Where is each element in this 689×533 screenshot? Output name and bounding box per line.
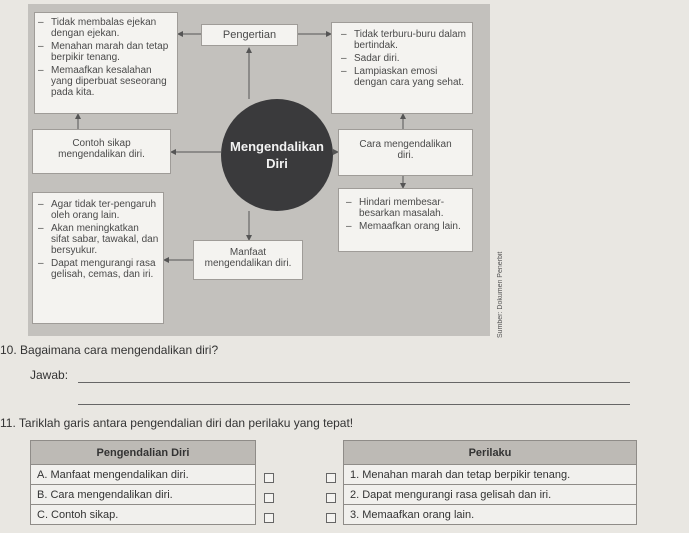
answer-label: Jawab: <box>30 368 69 382</box>
box-contoh-sikap <box>32 129 171 174</box>
pengertian-label: Pengertian <box>222 29 277 41</box>
contoh-label: Contoh sikap mengendalikan diri. <box>58 138 145 160</box>
manfaat-label: Manfaat mengendalikan diri. <box>204 247 292 269</box>
pengertian-right-item: – Lampiaskan emosi dengan cara yang sehat. <box>340 66 468 88</box>
left-row-c: C. Contoh sikap. <box>31 505 256 525</box>
cara-item: – Hindari membesar-besarkan masalah. <box>345 197 468 219</box>
cara-item: – Memaafkan orang lain. <box>345 221 468 232</box>
right-row-2: 2. Dapat mengurangi rasa gelisah dan iri. <box>344 485 637 505</box>
pengertian-left-item: – Memaafkan kesalahan yang diperbuat seseorang pada kita. <box>37 65 173 98</box>
box-pengertian-left <box>34 12 178 114</box>
right-row-1: 1. Menahan marah dan tetap berpikir tenang. <box>344 465 637 485</box>
pengertian-right-list <box>340 29 468 88</box>
cara-label: Cara mengendalikan diri. <box>359 139 452 161</box>
pengertian-left-item: – Tidak membalas ejekan dengan ejekan. <box>37 17 173 39</box>
center-circle <box>221 99 333 211</box>
box-manfaat <box>193 240 303 280</box>
connector-box-right-2[interactable] <box>326 493 336 503</box>
left-row-b: B. Cara mengendalikan diri. <box>31 485 256 505</box>
pengertian-right-item: – Tidak terburu-buru dalam bertindak. <box>340 29 468 51</box>
connector-box-left-b[interactable] <box>264 493 274 503</box>
pengertian-left-item: – Menahan marah dan tetap berpikir tenang. <box>37 41 173 63</box>
box-pengertian-right <box>331 22 473 114</box>
left-row-a: A. Manfaat mengendalikan diri. <box>31 465 256 485</box>
connector-box-left-c[interactable] <box>264 513 274 523</box>
table-perilaku <box>343 440 637 525</box>
center-title-line1: Mengendalikan <box>230 139 324 154</box>
manfaat-item: – Agar tidak ter-pengaruh oleh orang lain. <box>37 199 159 221</box>
cara-items-list <box>345 197 468 232</box>
manfaat-item: – Akan meningkatkan sifat sabar, tawakal, dan bersyukur. <box>37 223 159 256</box>
source-credit: Sumber: Dokumen Penerbit <box>497 251 504 338</box>
right-row-3: 3. Memaafkan orang lain. <box>344 505 637 525</box>
table-pengendalian-diri <box>30 440 256 525</box>
box-pengertian <box>201 24 298 46</box>
connector-box-left-a[interactable] <box>264 473 274 483</box>
answer-line-1[interactable] <box>78 382 630 383</box>
box-cara-items <box>338 188 473 252</box>
question-10: 10. Bagaimana cara mengendalikan diri? <box>0 343 219 357</box>
left-table-header: Pengendalian Diri <box>31 441 256 465</box>
pengertian-left-list <box>37 17 173 98</box>
manfaat-item: – Dapat mengurangi rasa gelisah, cemas, dan iri. <box>37 258 159 280</box>
manfaat-items-list <box>37 199 159 280</box>
connector-box-right-1[interactable] <box>326 473 336 483</box>
answer-line-2[interactable] <box>78 404 630 405</box>
pengertian-right-item: – Sadar diri. <box>340 53 468 64</box>
box-manfaat-items <box>32 192 164 324</box>
connector-box-right-3[interactable] <box>326 513 336 523</box>
right-table-header: Perilaku <box>344 441 637 465</box>
center-title-line2: Diri <box>266 156 288 171</box>
concept-diagram <box>28 4 490 336</box>
question-11: 11. Tariklah garis antara pengendalian diri dan perilaku yang tepat! <box>0 416 354 430</box>
box-cara <box>338 129 473 176</box>
